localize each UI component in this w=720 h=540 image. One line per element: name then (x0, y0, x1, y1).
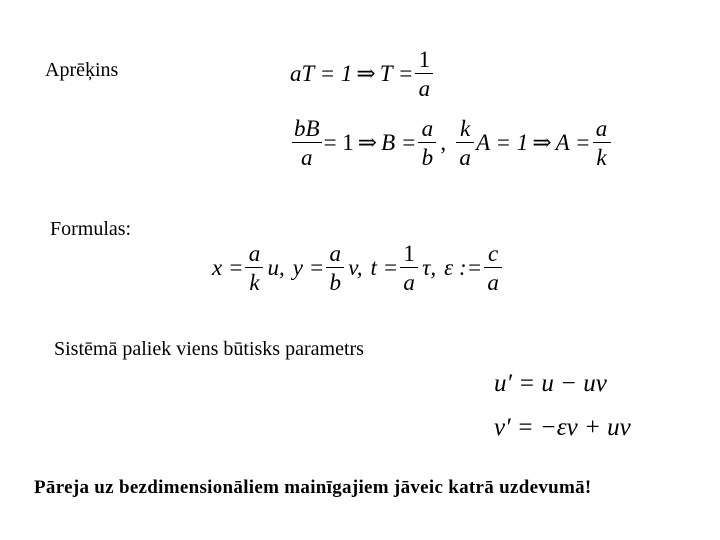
eq2-b-den: b (421, 145, 434, 170)
calculation-label: Aprēķins (45, 59, 119, 81)
formula-t-tail: τ, (422, 255, 437, 280)
formula-x-num: a (245, 242, 263, 268)
system-line1: u′ = u − uv (494, 370, 607, 397)
formula-y-den: b (329, 270, 341, 295)
eq1-frac-den: a (418, 76, 431, 101)
formula-y-fraction (326, 242, 344, 294)
eq2-a-eq-one: A = 1 (476, 130, 529, 155)
eq2-lhs-den: a (301, 145, 313, 170)
eq2-a-fraction (593, 117, 611, 169)
formulas-label: Formulas: (50, 218, 132, 240)
formula-t-fraction (400, 242, 418, 294)
formulas-equation (212, 242, 504, 294)
system-equation-line2 (494, 414, 631, 442)
footer-note: Pāreja uz bezdimensionāliem mainīgajiem jāveic katrā uzdevumā! (34, 477, 592, 498)
formula-x-den: k (249, 270, 260, 295)
eq2-b-num: a (418, 117, 436, 143)
system-note-label: Sistēmā paliek viens būtisks parametrs (54, 338, 364, 360)
formula-x-tail: u, (267, 255, 285, 280)
formula-x-var: x = (212, 255, 244, 280)
eq2-a-num: a (593, 117, 611, 143)
eq2-a-var: A = (555, 130, 591, 155)
formula-y-tail: v, (348, 255, 363, 280)
eq1-rhs-var: T = (379, 61, 414, 86)
eq2-implies2: ⇒ (532, 130, 552, 155)
eq2-lhs-num: bB (294, 116, 320, 141)
system-equation-line1 (494, 370, 607, 398)
formula-e-num: c (484, 242, 502, 268)
formula-e-var: ε := (444, 255, 483, 280)
formula-x-fraction (245, 242, 263, 294)
eq2-b-fraction (418, 117, 436, 169)
eq2-k-fraction (456, 117, 474, 169)
eq1-frac-num: 1 (415, 48, 433, 74)
equation-bb (290, 117, 613, 169)
eq1-fraction (415, 48, 433, 100)
eq2-a-den: k (596, 145, 607, 170)
eq2-k-den: a (459, 145, 471, 170)
eq2-implies: ⇒ (357, 130, 378, 155)
formula-t-var: t = (370, 255, 399, 280)
eq2-comma: , (440, 130, 447, 155)
formula-t-den: a (403, 270, 415, 295)
formula-y-var: y = (292, 255, 325, 280)
formula-y-num: a (326, 242, 344, 268)
equation-at (290, 48, 435, 100)
eq1-implies: ⇒ (356, 61, 376, 86)
eq2-lhs-fraction (292, 117, 322, 169)
formula-t-num: 1 (400, 242, 418, 268)
eq2-b-var: B = (381, 130, 417, 155)
eq2-eq-one: = 1 (323, 130, 354, 155)
eq2-k-num: k (456, 117, 474, 143)
system-line2: v′ = −εv + uv (494, 414, 631, 441)
formula-e-den: a (487, 270, 499, 295)
formula-e-fraction (484, 242, 502, 294)
eq1-lhs: aT = 1 (290, 61, 353, 86)
